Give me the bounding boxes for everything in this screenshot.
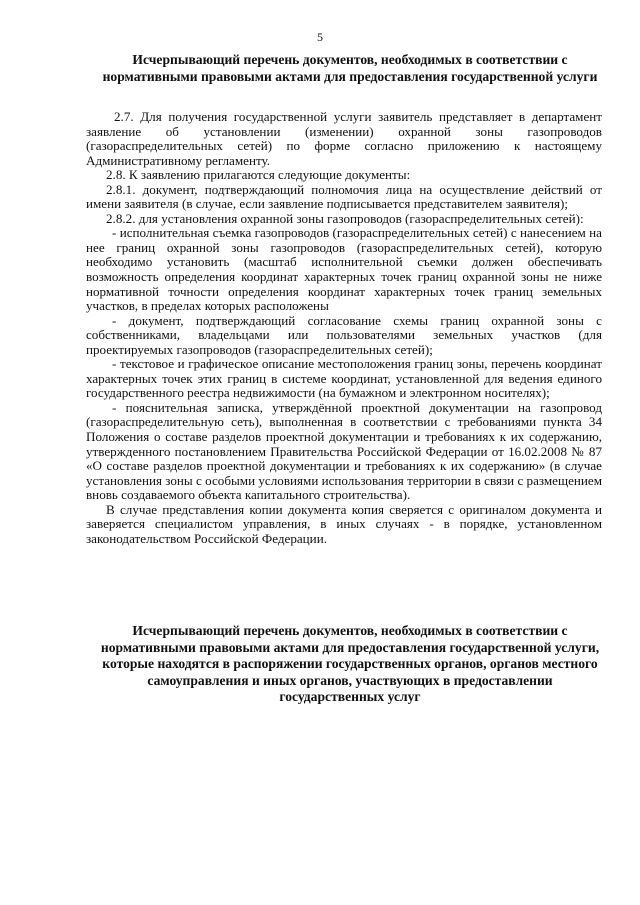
paragraph-copies: В случае представления копии документа копия сверяется с оригиналом документа и заверяется специалистом управления, в иных случаях - в порядке, установленном законодательством Российской Федерации. [86, 501, 602, 546]
section-heading: Исчерпывающий перечень документов, необходимых в соответствии с нормативными правовыми актами для предоставления государственной услуги [102, 52, 598, 84]
list-item-approval: - документ, подтверждающий согласование схемы границ охранной зоны с собственниками, владельцами или пользователями земельных участков (для проектируемых газопроводов (газораспределительных сетей); [86, 312, 602, 357]
list-item-explanatory-note: - пояснительная записка, утверждённой проектной документации на газопровод (газораспределительную сеть), выполненная в соответствии с требованиями пункта 34 Положения о составе разделов проектной документации и требованиях к их содержанию, утвержденного постановлением Правительства Российской Федерации от 16.02.2008 № 87 «О составе разделов проектной документации и требованиях к их содержанию» (в случае установления зоны с особыми условиями использования территории в связи с размещением вновь создаваемого объекта капитального строительства). [86, 399, 602, 503]
paragraph-2-8: 2.8. К заявлению прилагаются следующие документы: [106, 167, 411, 183]
page-number: 5 [317, 30, 323, 44]
paragraph-2-8-2: 2.8.2. для установления охранной зоны газопроводов (газораспределительных сетей): [106, 210, 584, 226]
paragraph-2-7: 2.7. Для получения государственной услуги заявитель представляет в департамент заявление об установлении (изменении) охранной зоны газопроводов (газораспределительных сетей) по форме согласно приложению к настоящему Административному регламенту. [86, 109, 602, 168]
list-item-survey: - исполнительная съемка газопроводов (газораспределительных сетей) с нанесением на нее границ охранной зоны газопроводов (газораспределительных сетей), которую необходимо установить (масштаб исполнительной съемки должен обеспечивать возможность определения координат характерных точек границ охранной зоны не ниже нормативной точности определения координат характерных точек границ земельных участков, в пределах которых расположены [86, 225, 602, 314]
document-body [86, 110, 602, 546]
section-heading-2: Исчерпывающий перечень документов, необходимых в соответствии с нормативными правовыми актами для предоставления государственной услуги, которые находятся в распоряжении государственных органов, органов местного самоуправления и иных органов, участвующих в предоставлении государственных услуг [100, 623, 600, 704]
paragraph-2-8-1: 2.8.1. документ, подтверждающий полномочия лица на осуществление действий от имени заявителя (в случае, если заявление подписывается представителем заявителя); [86, 181, 602, 212]
list-item-description: - текстовое и графическое описание местоположения границ зоны, перечень координат характерных точек этих границ в системе координат, установленной для ведения единого государственного реестра недвижимости (на бумажном и электронном носителях); [86, 356, 602, 401]
